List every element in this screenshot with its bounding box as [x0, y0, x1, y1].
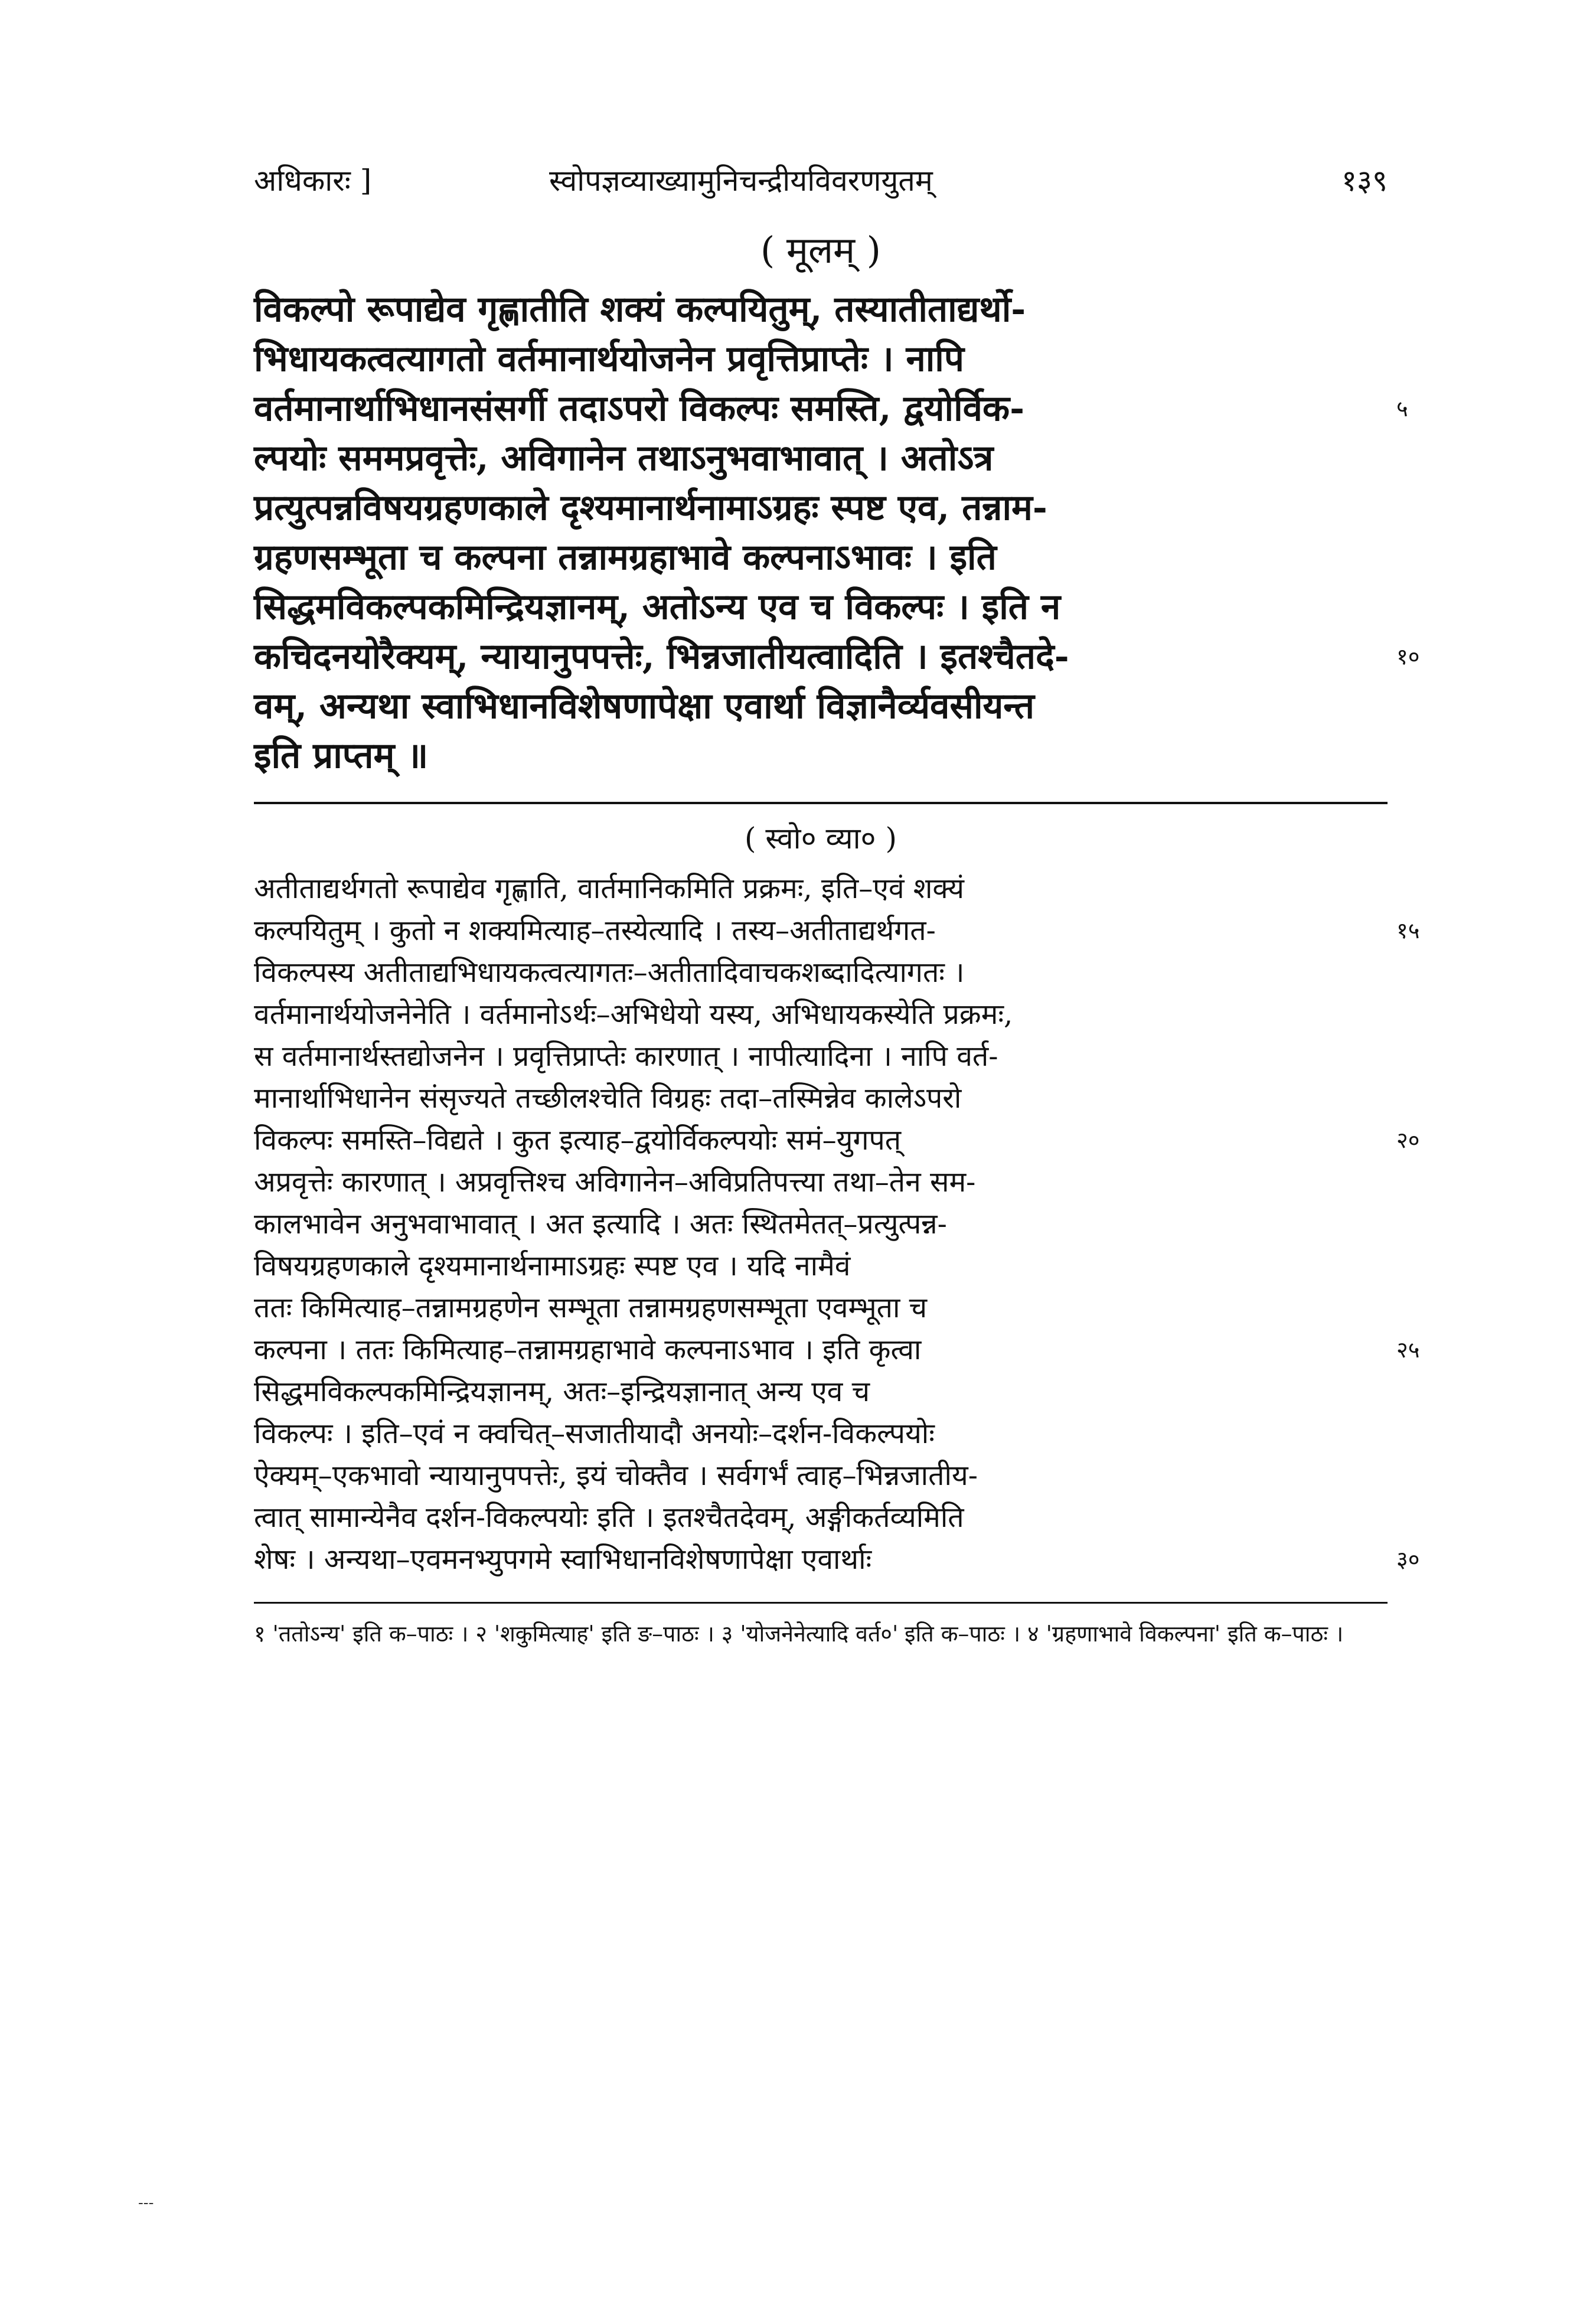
line-text: कल्पयितुम् । कुतो न शक्यमित्याह–तस्येत्यादि । तस्य–अतीताद्यर्थगत- — [254, 914, 936, 947]
line-text: सिद्धमविकल्पकमिन्द्रियज्ञानम्, अतोऽन्य एव च विकल्पः । इति न — [254, 586, 1061, 628]
text-line — [254, 1539, 1420, 1581]
line-text: मानार्थाभिधानेन संसृज्यते तच्छीलश्चेति विग्रहः तदा–तस्मिन्नेव कालेऽपरो — [254, 1082, 962, 1115]
text-line — [254, 1413, 1388, 1455]
text-line — [254, 731, 1388, 781]
text-line — [254, 1036, 1388, 1078]
text-line — [254, 1161, 1388, 1203]
text-line — [254, 1119, 1420, 1161]
line-text: भिधायकत्वत्यागतो वर्तमानार्थयोजनेन प्रवृत्तिप्राप्तेः । नापि — [254, 338, 964, 380]
line-text: ऐक्यम्–एकभावो न्यायानुपपत्तेः, इयं चोक्तैव । सर्वगर्भं त्वाह–भिन्नजातीय- — [254, 1459, 978, 1492]
chapter-label: अधिकारः ] — [254, 164, 372, 198]
mula-text — [254, 285, 1420, 781]
page-number: १३९ — [1341, 164, 1388, 198]
vyakhya-heading: ( स्वो० व्या० ) — [745, 821, 897, 856]
book-title: स्वोपज्ञव्याख्यामुनिचन्द्रीयविवरणयुतम् — [549, 164, 933, 198]
line-text: शेषः । अन्यथा–एवमनभ्युपगमे स्वाभिधानविशेषणापेक्षा एवार्थाः — [254, 1543, 872, 1576]
text-line — [254, 994, 1388, 1036]
text-line — [254, 1455, 1388, 1497]
line-text: वर्तमानार्थयोजनेनेति । वर्तमानोऽर्थः–अभिधेयो यस्य, अभिधायकस्येति प्रक्रमः, — [254, 998, 1013, 1031]
text-line — [254, 632, 1420, 681]
text-line — [254, 1287, 1388, 1329]
line-text: कल्पना । ततः किमित्याह–तन्नामग्रहाभावे कल्पनाऽभाव । इति कृत्वा — [254, 1333, 922, 1366]
text-line — [254, 285, 1388, 334]
line-text: त्वात् सामान्येनैव दर्शन-विकल्पयोः इति । इतश्चैतदेवम्, अङ्गीकर्तव्यमिति — [254, 1501, 964, 1534]
line-number: १० — [1396, 644, 1420, 670]
margin-mark: --- — [138, 2194, 154, 2212]
text-line — [254, 433, 1388, 483]
mula-heading: ( मूलम् ) — [760, 229, 881, 272]
page — [254, 148, 1420, 1652]
text-line — [254, 1203, 1388, 1245]
line-text: इति प्राप्तम् ॥ — [254, 735, 429, 776]
line-number: १५ — [1396, 918, 1420, 944]
line-number: ५ — [1396, 396, 1408, 422]
line-text: अतीताद्यर्थगतो रूपाद्येव गृह्णाति, वार्तमानिकमिति प्रक्रमः, इति–एवं शक्यं — [254, 872, 964, 905]
line-text: प्रत्युत्पन्नविषयग्रहणकाले दृश्यमानार्थनामाऽग्रहः स्पष्ट एव, तन्नाम- — [254, 487, 1047, 528]
line-text: स वर्तमानार्थस्तद्योजनेन । प्रवृत्तिप्राप्तेः कारणात् । नापीत्यादिना । नापि वर्त- — [254, 1040, 998, 1073]
text-line — [254, 1329, 1420, 1371]
text-line — [254, 1371, 1388, 1413]
footnote-divider — [254, 1602, 1388, 1604]
text-line — [254, 582, 1388, 632]
footnote-line: १ 'ततोऽन्य' इति क–पाठः । २ 'शकुमित्याह' इति ङ–पाठः । ३ 'योजनेनेत्यादि वर्त०' — [254, 1621, 899, 1647]
text-line — [254, 952, 1388, 994]
text-line — [254, 1497, 1388, 1539]
line-text: ततः किमित्याह–तन्नामग्रहणेन सम्भूता तन्नामग्रहणसम्भूता एवम्भूता च — [254, 1291, 928, 1324]
line-text: विकल्पस्य अतीताद्यभिधायकत्वत्यागतः–अतीतादिवाचकशब्दादित्यागतः । — [254, 956, 965, 989]
line-text: वर्तमानार्थाभिधानसंसर्गी तदाऽपरो विकल्पः समस्ति, द्वयोर्विक- — [254, 388, 1024, 429]
line-text: अप्रवृत्तेः कारणात् । अप्रवृत्तिश्च अविगानेन–अविप्रतिपत्त्या तथा–तेन सम- — [254, 1166, 976, 1199]
vyakhya-text — [254, 868, 1420, 1581]
line-text: वम्, अन्यथा स्वाभिधानविशेषणापेक्षा एवार्था विज्ञानैर्व्यवसीयन्त — [254, 686, 1034, 727]
line-number: २० — [1396, 1127, 1420, 1153]
footnotes — [254, 1615, 1388, 1652]
text-line — [254, 1245, 1388, 1287]
text-line — [254, 533, 1388, 582]
text-line — [254, 1078, 1388, 1119]
line-text: विषयग्रहणकाले दृश्यमानार्थनामाऽग्रहः स्पष्ट एव । यदि नामैवं — [254, 1249, 851, 1282]
footnote-line: इति क–पाठः । ४ 'ग्रहणाभावे विकल्पना' इति क–पाठः । — [905, 1621, 1344, 1647]
text-line — [254, 868, 1388, 910]
line-text: कचिदनयोरैक्यम्, न्यायानुपपत्तेः, भिन्नजातीयत्वादिति । इतश्चैतदे- — [254, 636, 1069, 677]
text-line — [254, 910, 1420, 952]
line-text: ल्पयोः सममप्रवृत्तेः, अविगानेन तथाऽनुभवाभावात् । अतोऽत्र — [254, 438, 994, 479]
line-number: ३० — [1396, 1546, 1420, 1572]
section-divider — [254, 802, 1388, 804]
running-header — [254, 148, 1388, 213]
text-line — [254, 483, 1388, 533]
line-number: २५ — [1396, 1337, 1420, 1363]
text-line — [254, 384, 1408, 433]
line-text: सिद्धमविकल्पकमिन्द्रियज्ञानम्, अतः–इन्द्रियज्ञानात् अन्य एव च — [254, 1375, 870, 1408]
line-text: विकल्पो रूपाद्येव गृह्णातीति शक्यं कल्पयितुम्, तस्यातीताद्यर्थो- — [254, 289, 1026, 330]
line-text: कालभावेन अनुभवाभावात् । अत इत्यादि । अतः स्थितमेतत्–प्रत्युत्पन्न- — [254, 1207, 947, 1241]
line-text: विकल्पः । इति–एवं न क्वचित्–सजातीयादौ अनयोः–दर्शन-विकल्पयोः — [254, 1417, 935, 1450]
text-line — [254, 681, 1388, 731]
line-text: ग्रहणसम्भूता च कल्पना तन्नामग्रहाभावे कल्पनाऽभावः । इति — [254, 537, 997, 578]
line-text: विकल्पः समस्ति–विद्यते । कुत इत्याह–द्वयोर्विकल्पयोः समं–युगपत् — [254, 1124, 902, 1157]
text-line — [254, 334, 1388, 384]
